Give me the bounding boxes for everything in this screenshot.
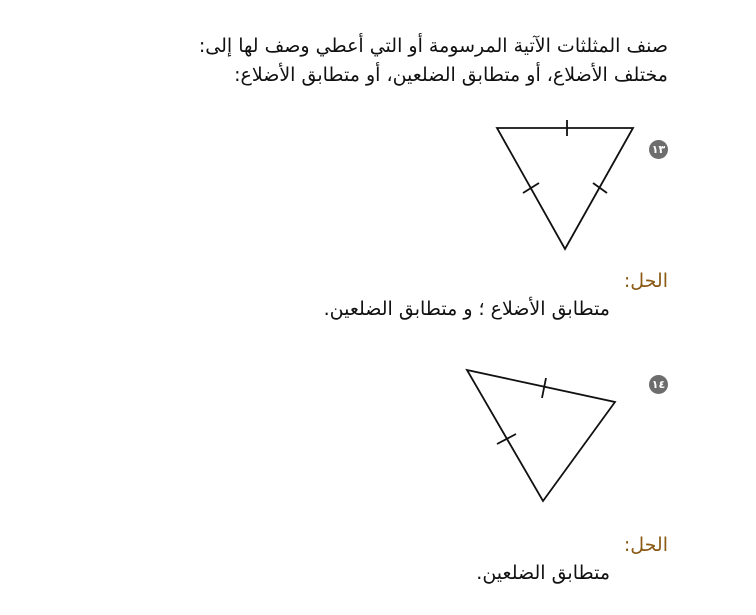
triangle-13-tick-left [523, 183, 539, 193]
problem-14-solution-label: الحل: [623, 534, 668, 556]
triangle-14-tick-top [542, 378, 546, 398]
triangle-14 [467, 370, 615, 501]
problem-13-solution-label: الحل: [623, 270, 668, 292]
triangle-13 [497, 120, 633, 249]
problem-13-number-badge: ١٣ [649, 140, 668, 159]
problem-14-number-badge: ١٤ [649, 375, 668, 394]
instructions-line-1: صنف المثلثات الآتية المرسومة أو التي أعطي وصف لها إلى: [198, 35, 668, 57]
problem-14-solution-text: متطابق الضلعين. [476, 562, 610, 584]
instructions-line-2: مختلف الأضلاع، أو متطابق الضلعين، أو متطابق الأضلاع: [234, 64, 668, 86]
problem-13-solution-text: متطابق الأضلاع ؛ و متطابق الضلعين. [323, 298, 610, 320]
triangle-14-outline [467, 370, 615, 501]
triangle-13-tick-right [593, 183, 607, 193]
triangle-13-outline [497, 128, 633, 249]
triangle-14-tick-left [497, 434, 516, 444]
